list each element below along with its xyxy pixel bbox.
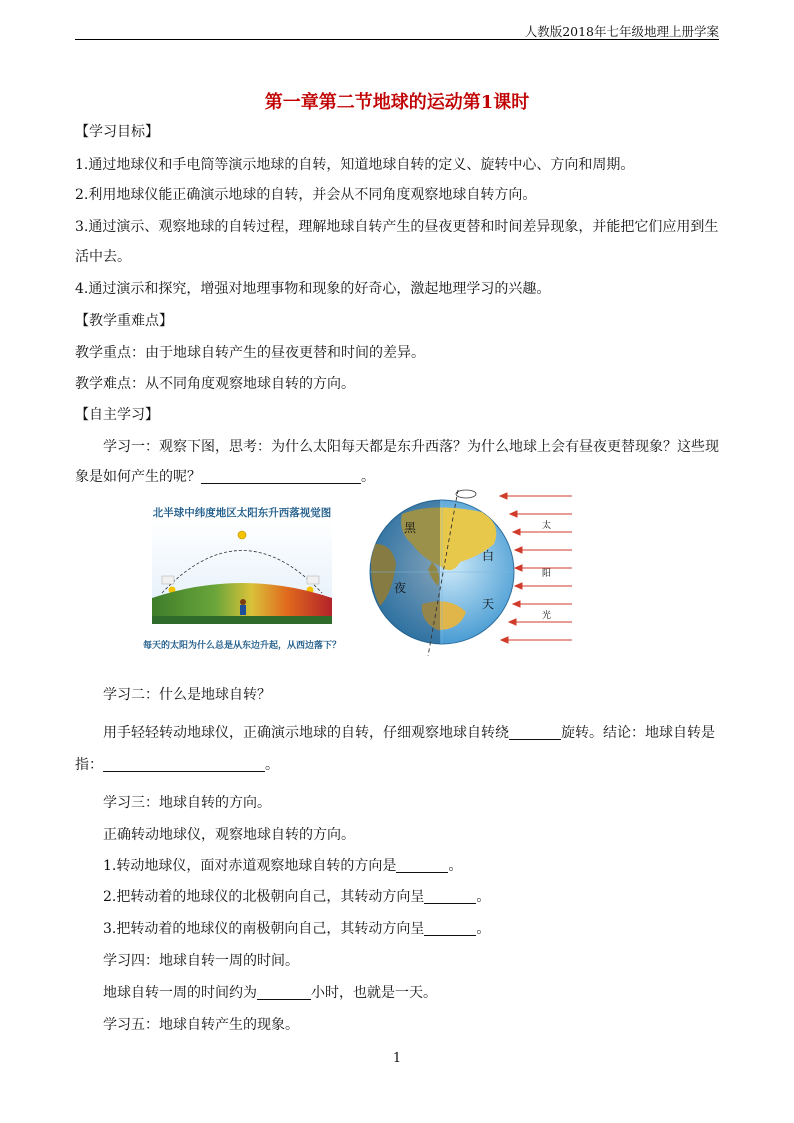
objective-2: 2.利用地球仪能正确演示地球的自转，并会从不同角度观察地球自转方向。 (75, 187, 537, 203)
noon-sun (238, 531, 246, 539)
sunlight-label-3: 光 (542, 611, 552, 621)
study-3-item-1-text: 1.转动地球仪，面对赤道观察地球自转的方向是 (103, 858, 397, 874)
sunlight-label-2: 阳 (542, 569, 552, 579)
study-2-line-1 (103, 722, 720, 744)
study-1-end: 。 (361, 469, 375, 485)
study-3-item-3-end: 。 (476, 921, 491, 937)
answer-blank-2[interactable] (509, 725, 561, 740)
study-4-text: 地球自转一周的时间约为 (103, 985, 257, 1001)
observer (240, 599, 246, 605)
objective-1: 1.通过地球仪和手电筒等演示地球的自转，知道地球自转的定义、旋转中心、方向和周期。 (75, 157, 635, 173)
page-title: 第一章第二节地球的运动第1课时 (264, 92, 530, 113)
study-4-line (103, 982, 720, 1004)
objective-4: 4.通过演示和探究，增强对地理事物和现象的好奇心，激起地理学习的兴趣。 (75, 281, 551, 297)
sunlight-label-1: 太 (542, 521, 552, 531)
label-day-2: 天 (482, 597, 495, 611)
study-2-title: 学习二：什么是地球自转？ (103, 687, 271, 703)
study-5-title: 学习五：地球自转产生的现象。 (103, 1017, 299, 1033)
earth-day-night-figure (362, 484, 582, 664)
study-3-title: 学习三：地球自转的方向。 (103, 795, 271, 811)
keypoints-heading: 【教学重难点】 (75, 313, 173, 329)
objective-3-line-2: 活中去。 (75, 249, 131, 265)
figure-left-title: 北半球中纬度地区太阳东升西落视觉图 (152, 507, 332, 519)
night-shade (362, 484, 440, 664)
study-3-item-2 (103, 886, 720, 908)
study-3-item-3-text: 3.把转动着的地球仪的南极朝向自己，其转动方向呈 (103, 921, 425, 937)
key-point: 教学重点：由于地球自转产生的昼夜更替和时间的差异。 (75, 345, 425, 361)
study-4-title: 学习四：地球自转一周的时间。 (103, 953, 299, 969)
study-2-text-cont: 旋转。结论：地球自转是 (561, 725, 715, 741)
study-1-line-1: 学习一：观察下图，思考：为什么太阳每天都是东升西落？为什么地球上会有昼夜更替现象？这些现 (103, 439, 719, 455)
objectives-heading: 【学习目标】 (75, 124, 159, 140)
answer-blank-6[interactable] (424, 921, 476, 936)
study-1-text: 象是如何产生的呢？ (75, 469, 201, 485)
answer-blank-3[interactable] (103, 757, 265, 772)
label-dark-2: 夜 (394, 581, 407, 595)
study-2-end: 。 (265, 757, 279, 773)
study-2-define: 指： (75, 757, 103, 773)
answer-blank-4[interactable] (396, 858, 448, 873)
study-3-item-1 (103, 855, 720, 877)
self-study-heading: 【自主学习】 (75, 407, 159, 423)
answer-blank-1[interactable] (201, 469, 361, 484)
study-4-end: 小时，也就是一天。 (311, 985, 437, 1001)
header-rule (75, 39, 719, 40)
page-number: 1 (392, 1051, 402, 1066)
study-2-line-2 (75, 754, 720, 776)
study-2-text: 用手轻轻转动地球仪，正确演示地球的自转，仔细观察地球自转绕 (103, 725, 509, 741)
answer-blank-7[interactable] (257, 985, 311, 1000)
sunrise-sunset-figure (117, 498, 367, 658)
study-3-item-3 (103, 918, 720, 940)
label-day-1: 白 (482, 549, 495, 563)
answer-blank-5[interactable] (424, 889, 476, 904)
study-3-item-2-end: 。 (476, 889, 491, 905)
rotation-arrow (456, 490, 476, 498)
objective-3-line-1: 3.通过演示、观察地球的自转过程，理解地球自转产生的昼夜更替和时间差异现象，并能把它们应用到生 (75, 219, 719, 235)
difficulty-point: 教学难点：从不同角度观察地球自转的方向。 (75, 376, 355, 392)
study-3-item-1-end: 。 (448, 858, 463, 874)
header-text: 人教版2018年七年级地理上册学案 (524, 24, 719, 39)
label-dark-1: 黑 (404, 521, 417, 535)
study-3-item-2-text: 2.把转动着的地球仪的北极朝向自己，其转动方向呈 (103, 889, 425, 905)
figure-left-caption: 每天的太阳为什么总是从东边升起，从西边落下？ (142, 641, 342, 651)
study-3-intro: 正确转动地球仪，观察地球自转的方向。 (103, 827, 355, 843)
